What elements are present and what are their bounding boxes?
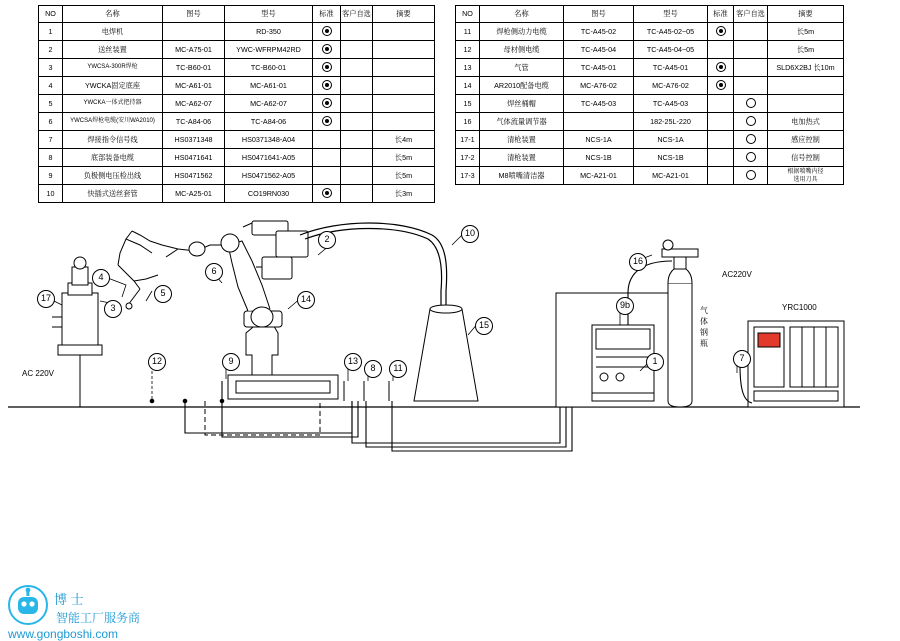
cell-optional — [734, 77, 768, 95]
cell-name: YWCKA一体式把持器 — [63, 95, 163, 113]
cell-name: 清枪装置 — [480, 149, 564, 167]
optional-mark — [746, 152, 756, 162]
cell-drawing: MC-A75-01 — [163, 41, 225, 59]
cell-no: 4 — [39, 77, 63, 95]
cell-standard — [708, 131, 734, 149]
cell-name: 焊接指令信号线 — [63, 131, 163, 149]
table-row — [456, 131, 844, 149]
cell-no: 8 — [39, 149, 63, 167]
cell-optional — [341, 131, 373, 149]
cell-no: 12 — [456, 41, 480, 59]
cell-drawing — [163, 23, 225, 41]
cell-name: 送丝装置 — [63, 41, 163, 59]
standard-mark — [716, 80, 726, 90]
cell-drawing: TC-A45-03 — [564, 95, 634, 113]
standard-mark — [322, 188, 332, 198]
cell-no: 17-2 — [456, 149, 480, 167]
cell-model: TC-A45-02~05 — [634, 23, 708, 41]
cell-standard — [313, 95, 341, 113]
cell-remark: 长4m — [373, 131, 435, 149]
table-row — [456, 113, 844, 131]
optional-mark — [746, 170, 756, 180]
cell-drawing: NCS-1B — [564, 149, 634, 167]
cell-name: 负极侧电压检出线 — [63, 167, 163, 185]
table-header-row — [456, 6, 844, 23]
callout-15: 15 — [475, 317, 493, 335]
cell-optional — [734, 167, 768, 185]
cell-standard — [708, 95, 734, 113]
callout-17: 17 — [37, 290, 55, 308]
cell-no: 15 — [456, 95, 480, 113]
watermark-url: www.gongboshi.com — [8, 627, 119, 641]
cell-drawing — [564, 113, 634, 131]
cell-no: 9 — [39, 167, 63, 185]
cell-remark — [373, 23, 435, 41]
table-row — [39, 95, 435, 113]
cell-no: 6 — [39, 113, 63, 131]
cell-standard — [313, 59, 341, 77]
cell-no: 10 — [39, 185, 63, 203]
cell-name: 底部装备电缆 — [63, 149, 163, 167]
cell-model: MC-A61-01 — [225, 77, 313, 95]
standard-mark — [716, 26, 726, 36]
col-model: 型号 — [225, 6, 313, 23]
table-row — [39, 77, 435, 95]
callout-2: 2 — [318, 231, 336, 249]
cell-drawing: HS0471641 — [163, 149, 225, 167]
cell-standard — [313, 41, 341, 59]
cell-model: TC-A84-06 — [225, 113, 313, 131]
table-row — [39, 41, 435, 59]
col-standard: 标准 — [708, 6, 734, 23]
cell-optional — [734, 59, 768, 77]
table-row — [456, 95, 844, 113]
table-row — [39, 59, 435, 77]
cell-no: 2 — [39, 41, 63, 59]
cell-name: 清枪装置 — [480, 131, 564, 149]
callout-3: 3 — [104, 300, 122, 318]
parts-tables — [0, 0, 900, 210]
system-layout-diagram — [0, 205, 900, 641]
cell-remark: 长3m — [373, 185, 435, 203]
col-optional: 客户自选 — [734, 6, 768, 23]
label-controller: YRC1000 — [782, 303, 817, 312]
table-row — [456, 149, 844, 167]
optional-mark — [746, 134, 756, 144]
cell-drawing: TC-A45-02 — [564, 23, 634, 41]
col-drawing: 图号 — [163, 6, 225, 23]
callout-12: 12 — [148, 353, 166, 371]
cell-drawing: NCS-1A — [564, 131, 634, 149]
standard-mark — [322, 26, 332, 36]
cell-remark — [373, 59, 435, 77]
cell-standard — [708, 167, 734, 185]
table-row — [456, 59, 844, 77]
cell-standard — [313, 77, 341, 95]
cell-remark — [373, 113, 435, 131]
cell-model: HS0371348-A04 — [225, 131, 313, 149]
label-gas-cylinder: 气 体 钢 瓶 — [700, 306, 708, 348]
cell-remark: 信号控制 — [768, 149, 844, 167]
cell-no: 7 — [39, 131, 63, 149]
label-ac220v-right: AC220V — [722, 270, 752, 279]
cell-model: TC-A45-03 — [634, 95, 708, 113]
optional-mark — [746, 116, 756, 126]
cell-standard — [313, 23, 341, 41]
col-remark: 摘要 — [373, 6, 435, 23]
cell-remark — [373, 95, 435, 113]
table-row — [456, 23, 844, 41]
cell-remark: 长5m — [373, 167, 435, 185]
callout-4: 4 — [92, 269, 110, 287]
callout-9-right: 9b — [616, 297, 634, 315]
col-name: 名称 — [63, 6, 163, 23]
callout-8: 8 — [364, 360, 382, 378]
cell-name: M8喷嘴清洁器 — [480, 167, 564, 185]
callout-5: 5 — [154, 285, 172, 303]
cell-standard — [313, 131, 341, 149]
cell-no: 1 — [39, 23, 63, 41]
cell-optional — [341, 59, 373, 77]
cell-optional — [734, 41, 768, 59]
cell-drawing: HS0371348 — [163, 131, 225, 149]
cell-model: MC-A76-02 — [634, 77, 708, 95]
cell-optional — [341, 185, 373, 203]
cell-name: 焊丝桶帽 — [480, 95, 564, 113]
col-standard: 标准 — [313, 6, 341, 23]
cell-model: MC-A62-07 — [225, 95, 313, 113]
cell-name: YWCKA固定底座 — [63, 77, 163, 95]
standard-mark — [322, 98, 332, 108]
cell-name: 焊枪侧动力电缆 — [480, 23, 564, 41]
cell-standard — [708, 59, 734, 77]
table-row — [39, 185, 435, 203]
cell-drawing: MC-A61-01 — [163, 77, 225, 95]
cell-name: 电焊机 — [63, 23, 163, 41]
cell-optional — [341, 95, 373, 113]
col-no: NO — [39, 6, 63, 23]
cell-no: 17-3 — [456, 167, 480, 185]
cell-model: YWC-WFRPM42RD — [225, 41, 313, 59]
table-row — [39, 23, 435, 41]
cell-optional — [734, 113, 768, 131]
cell-model: RD-350 — [225, 23, 313, 41]
col-no: NO — [456, 6, 480, 23]
cell-standard — [313, 149, 341, 167]
cell-no: 14 — [456, 77, 480, 95]
table-row — [456, 167, 844, 185]
table-header-row — [39, 6, 435, 23]
cell-remark — [373, 77, 435, 95]
callout-13: 13 — [344, 353, 362, 371]
diagram-drawing — [0, 205, 900, 460]
cell-drawing: MC-A62-07 — [163, 95, 225, 113]
standard-mark — [322, 80, 332, 90]
cell-standard — [313, 167, 341, 185]
cell-remark: 长5m — [768, 41, 844, 59]
optional-mark — [746, 98, 756, 108]
cell-model: 182-25L-220 — [634, 113, 708, 131]
cell-no: 3 — [39, 59, 63, 77]
cell-no: 16 — [456, 113, 480, 131]
cell-standard — [708, 77, 734, 95]
col-drawing: 图号 — [564, 6, 634, 23]
cell-no: 5 — [39, 95, 63, 113]
cell-drawing: MC-A25-01 — [163, 185, 225, 203]
cell-model: NCS-1B — [634, 149, 708, 167]
cell-no: 13 — [456, 59, 480, 77]
callout-16: 16 — [629, 253, 647, 271]
cell-standard — [708, 23, 734, 41]
cell-standard — [313, 185, 341, 203]
cell-drawing: TC-A84-06 — [163, 113, 225, 131]
col-remark: 摘要 — [768, 6, 844, 23]
table-row — [39, 113, 435, 131]
cell-optional — [734, 149, 768, 167]
col-name: 名称 — [480, 6, 564, 23]
cell-optional — [734, 23, 768, 41]
cell-no: 17-1 — [456, 131, 480, 149]
cell-remark: 电加热式 — [768, 113, 844, 131]
callout-9: 9 — [222, 353, 240, 371]
table-row — [456, 77, 844, 95]
standard-mark — [322, 116, 332, 126]
cell-name: YWCSA焊枪电缆(安川WA2010) — [63, 113, 163, 131]
cell-optional — [341, 23, 373, 41]
cell-no: 11 — [456, 23, 480, 41]
callout-11: 11 — [389, 360, 407, 378]
cell-model: TC-A45-04~05 — [634, 41, 708, 59]
cell-model: TC-B60-01 — [225, 59, 313, 77]
cell-remark: 长5m — [768, 23, 844, 41]
standard-mark — [322, 44, 332, 54]
cell-remark — [373, 41, 435, 59]
parts-table-left — [38, 5, 435, 203]
table-row — [456, 41, 844, 59]
cell-remark: 长5m — [373, 149, 435, 167]
cell-name: AR2010配备电缆 — [480, 77, 564, 95]
cell-optional — [341, 77, 373, 95]
watermark-brand: 博 士 — [54, 592, 84, 607]
cell-optional — [341, 149, 373, 167]
standard-mark — [716, 62, 726, 72]
label-ac220v-left: AC 220V — [22, 369, 55, 378]
robot-mascot-icon — [8, 583, 48, 627]
cell-model: CO19RN030 — [225, 185, 313, 203]
cell-remark: 感应控制 — [768, 131, 844, 149]
cell-standard — [313, 113, 341, 131]
cell-model: NCS-1A — [634, 131, 708, 149]
cell-remark — [768, 95, 844, 113]
cell-optional — [341, 113, 373, 131]
callout-7: 7 — [733, 350, 751, 368]
table-row — [39, 167, 435, 185]
table-row — [39, 149, 435, 167]
cell-drawing: TC-B60-01 — [163, 59, 225, 77]
cell-optional — [341, 167, 373, 185]
cell-standard — [708, 41, 734, 59]
cell-name: 母材侧电缆 — [480, 41, 564, 59]
col-model: 型号 — [634, 6, 708, 23]
callout-6: 6 — [205, 263, 223, 281]
callout-10: 10 — [461, 225, 479, 243]
cell-name: 气管 — [480, 59, 564, 77]
cell-optional — [734, 95, 768, 113]
cell-drawing: HS0471562 — [163, 167, 225, 185]
cell-model: MC-A21-01 — [634, 167, 708, 185]
cell-standard — [708, 149, 734, 167]
cell-model: HS0471562-A05 — [225, 167, 313, 185]
watermark-tagline: 智能工厂服务商 — [56, 611, 141, 625]
cell-remark: 根据喷嘴内径 选用刀具 — [768, 167, 844, 185]
cell-model: HS0471641-A05 — [225, 149, 313, 167]
cell-name: 气体流量调节器 — [480, 113, 564, 131]
cell-optional — [734, 131, 768, 149]
cell-name: YWCSA-300R焊枪 — [63, 59, 163, 77]
cell-drawing: TC-A45-01 — [564, 59, 634, 77]
cell-remark: SLD6X2BJ 长10m — [768, 59, 844, 77]
callout-14: 14 — [297, 291, 315, 309]
table-row — [39, 131, 435, 149]
col-optional: 客户自选 — [341, 6, 373, 23]
parts-table-right — [455, 5, 844, 185]
cell-drawing: TC-A45-04 — [564, 41, 634, 59]
cell-drawing: MC-A21-01 — [564, 167, 634, 185]
cell-standard — [708, 113, 734, 131]
cell-optional — [341, 41, 373, 59]
cell-model: TC-A45-01 — [634, 59, 708, 77]
callout-1: 1 — [646, 353, 664, 371]
cell-drawing: MC-A76-02 — [564, 77, 634, 95]
cell-name: 快插式送丝套管 — [63, 185, 163, 203]
cell-remark — [768, 77, 844, 95]
standard-mark — [322, 62, 332, 72]
